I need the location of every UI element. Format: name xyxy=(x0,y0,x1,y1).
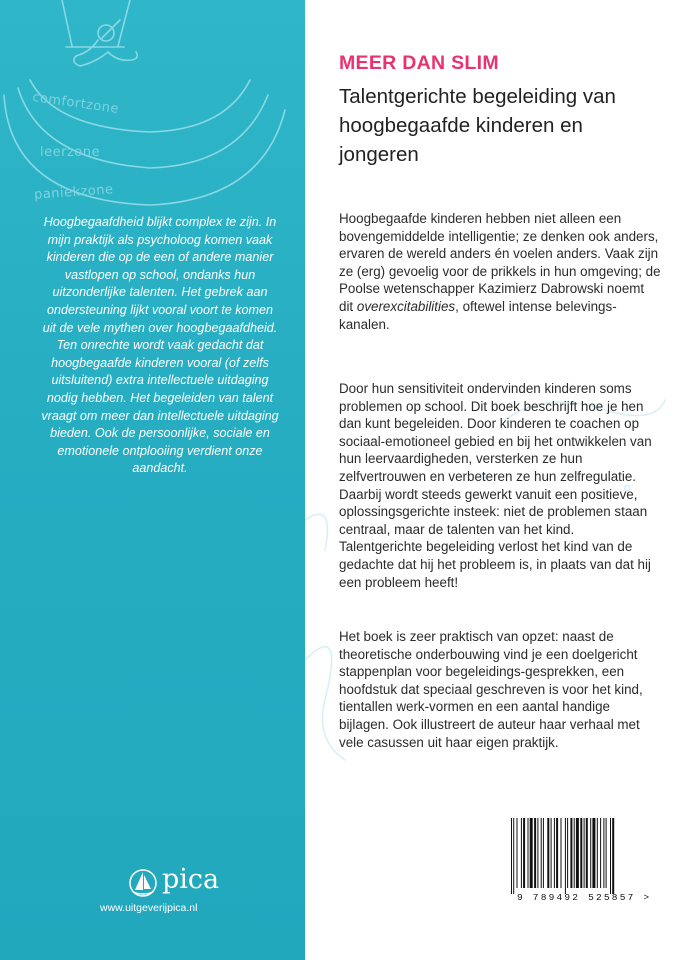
barcode-bar xyxy=(610,818,611,894)
child-arm xyxy=(102,20,120,38)
zone-learn-label: leerzone xyxy=(40,145,100,160)
barcode-bar xyxy=(600,818,601,888)
barcode-bar xyxy=(580,818,582,888)
publisher-logo xyxy=(128,864,228,898)
sailboat-icon xyxy=(128,868,158,898)
swing-rope-right xyxy=(118,0,130,46)
barcode-bar xyxy=(567,818,568,888)
barcode-bar xyxy=(603,818,604,888)
barcode-bar xyxy=(586,818,588,888)
isbn-barcode xyxy=(508,813,662,899)
swirl-doodle xyxy=(305,514,328,550)
barcode-bar xyxy=(565,818,566,894)
p1-text-end: , oftewel intense belevings-kanalen. xyxy=(339,298,617,332)
publisher-name: pica xyxy=(162,864,220,895)
zone-panic-label: paniekzone xyxy=(33,182,115,203)
barcode-bar xyxy=(541,818,542,888)
barcode-bar xyxy=(511,818,512,894)
barcode-bar xyxy=(517,818,518,888)
book-subtitle: Talentgerichte begeleiding van hoogbegaafde kinderen en jongeren xyxy=(339,85,616,166)
barcode-bar xyxy=(513,818,514,894)
barcode-bar xyxy=(612,818,614,894)
zone-comfort-label: comfortzone xyxy=(31,90,120,117)
barcode-bar xyxy=(534,818,536,888)
p1-text-start: Hoogbegaafde kinderen hebben niet alleen een bovengemiddelde intelligentie; ze denken ook anders, ervaren de wereld anders én voelen anders. Vaak zijn ze (erg) gevoelig voor de prikkels in hun omgeving; de Poolse wetenschapper Kazimierz Dabrowski noemt dit xyxy=(339,211,661,314)
barcode-bar xyxy=(554,818,555,888)
barcode-bar xyxy=(523,818,525,888)
barcode-bar xyxy=(551,818,552,888)
swing-illustration xyxy=(0,0,305,215)
barcode-bar xyxy=(521,818,522,888)
isbn-number: 9 789492 525857 > xyxy=(517,892,652,903)
barcode-bar xyxy=(590,818,591,888)
barcode-bar xyxy=(570,818,572,888)
intro-text: Hoogbegaafdheid blijkt complex te zijn. In mijn praktijk als psycholoog komen vaak kinderen die op de een of andere manier vastlopen op school, ondanks hun uitzonderlijke talenten. Het gebrek aan ondersteuning lijkt vooral voort te komen uit de vele mythen over hoogbegaafdheid. Ten onrechte wordt vaak gedacht dat hoogbegaafde kinderen vooral (of zelfs uitsluitend) extra intellectuele uitdaging nodig hebben. Het begeleiden van talent vraagt om meer dan intellectuele uitdaging bieden. Ook de persoonlijke, sociale en emotionele ontplooiing verdient onze aandacht. xyxy=(41,215,279,476)
barcode-bar xyxy=(576,818,579,888)
barcode-bar xyxy=(537,818,538,888)
child-body xyxy=(74,40,108,66)
publisher-website[interactable]: www.uitgeverijpica.nl xyxy=(100,902,198,914)
description-paragraph-2: Door hun sensitiviteit ondervinden kinderen soms problemen op school. Dit boek beschrijft hoe je hen dan kunt begeleiden. Door kinderen te coachen op sociaal-emotioneel gebied en bij het ontwikkelen van hun leervaardigheden, versterken ze hun zelfvertrouwen en verbeteren ze hun zelfregulatie. Daarbij wordt steeds gewerkt vanuit een positieve, oplossingsgerichte insteek: niet de problemen staan centraal, maar de talenten van het kind. Talentgerichte begeleiding verlost het kind van de gedachte dat hij het probleem is, in plaats van dat hij een probleem heeft! xyxy=(339,381,652,590)
barcode-bar xyxy=(556,818,558,888)
child-legs xyxy=(108,52,137,60)
barcode-bar xyxy=(528,818,529,888)
barcode-bar xyxy=(561,818,562,888)
barcode-bar xyxy=(592,818,595,888)
p1-italic-term: overexcitabilities xyxy=(356,298,456,314)
barcode-bar xyxy=(584,818,585,888)
barcode-bar xyxy=(547,818,549,888)
barcode-bar xyxy=(543,818,544,888)
barcode-bar xyxy=(606,818,607,888)
barcode-bar xyxy=(530,818,533,888)
barcode-bar xyxy=(597,818,598,888)
barcode-bar xyxy=(574,818,575,888)
description-paragraph-3: Het boek is zeer praktisch van opzet: naast de theoretische onderbouwing vind je een doelgericht stappenplan voor begeleidings-gesprekken, een hoofdstuk dat speciaal geschreven is voor het kind, tientallen werk-vormen en een aantal handige bijlagen. Ook illustreert de auteur haar verhaal met vele casussen uit haar eigen praktijk. xyxy=(339,629,643,750)
swing-rope-left xyxy=(62,0,72,46)
description-paragraph-1 xyxy=(339,210,661,333)
left-panel xyxy=(0,0,305,960)
book-title: MEER DAN SLIM xyxy=(339,52,499,74)
